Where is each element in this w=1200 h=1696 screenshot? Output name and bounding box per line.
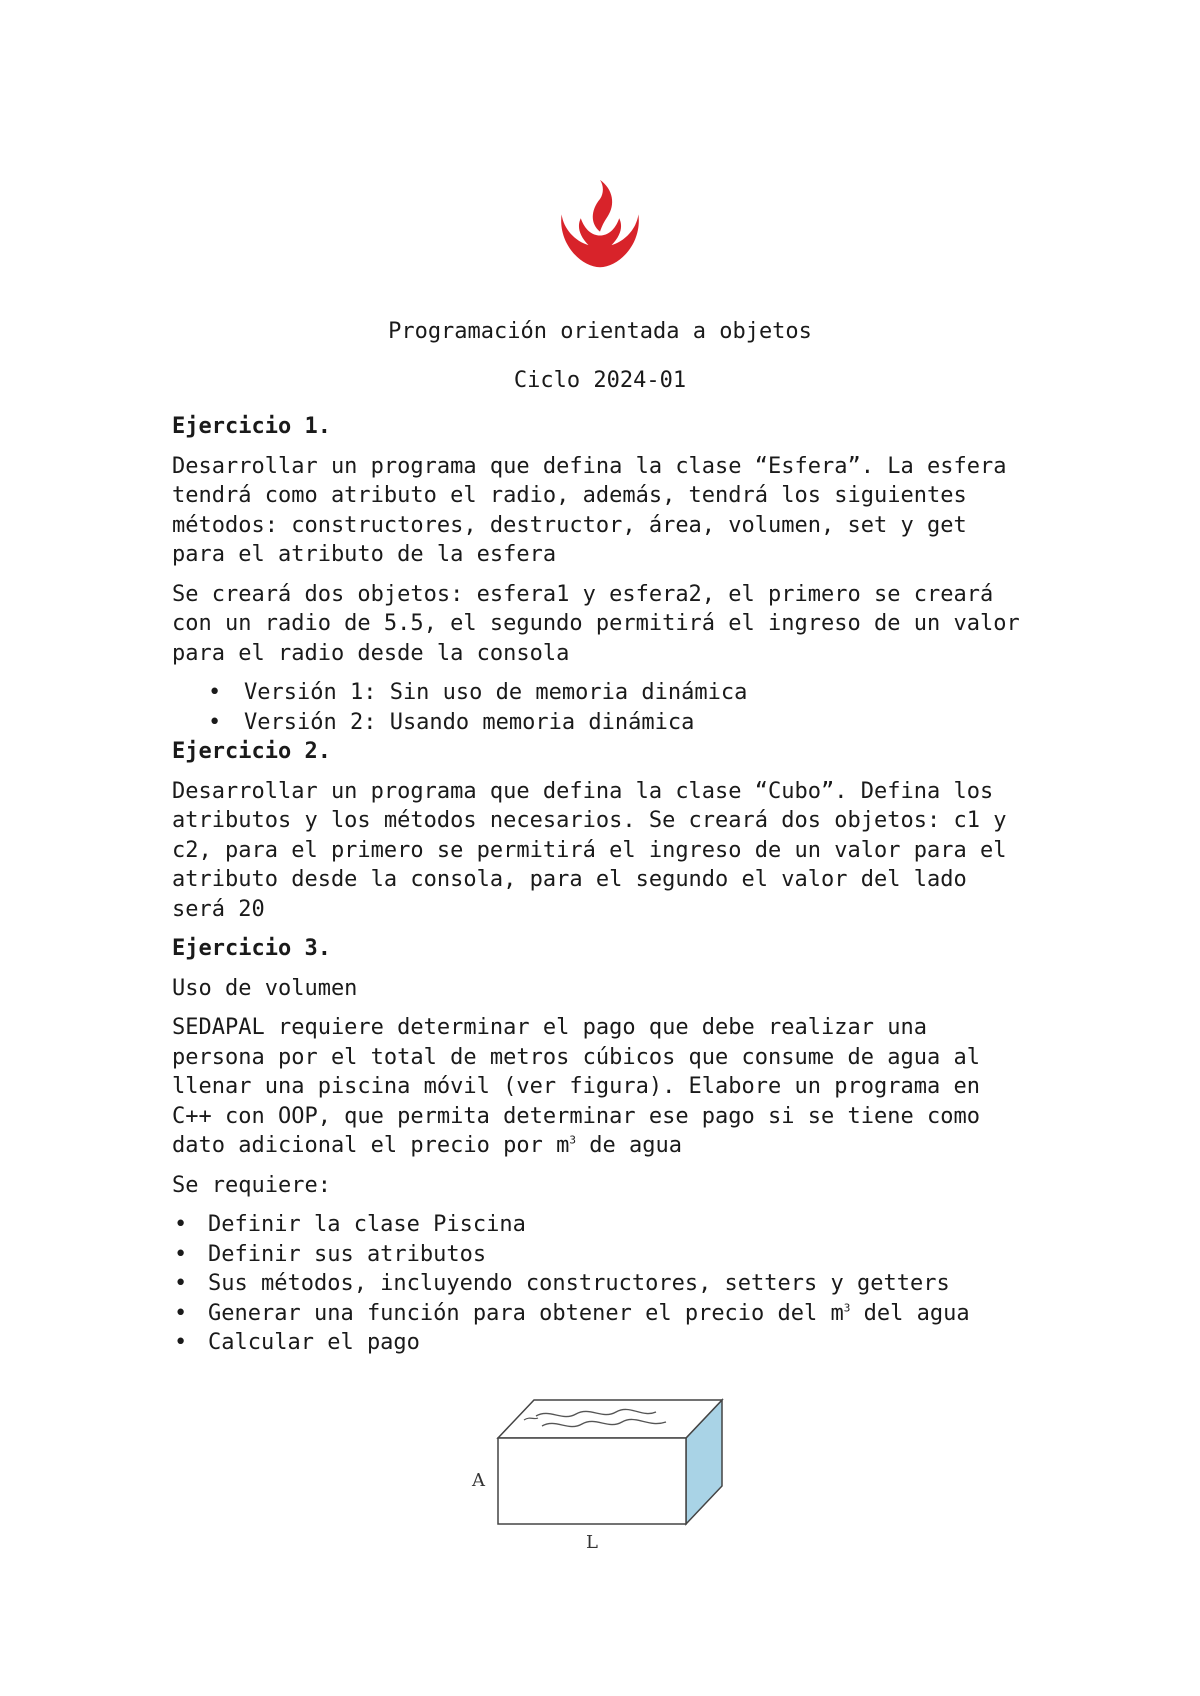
bullet-icon: • <box>174 1300 188 1326</box>
exercise-2-paragraph: Desarrollar un programa que defina la clase “Cubo”. Defina los atributos y los métodos necesarios. Se creará dos objetos: c1 y c2, para el primero se permitirá el ingreso de un valor para el atributo desde la consola, para el segundo el valor del lado será 20 <box>172 778 1007 922</box>
exercise-1-paragraph-2: Se creará dos objetos: esfera1 y esfera2, el primero se creará con un radio de 5.5, el segundo permitirá el ingreso de un valor para el radio desde la consola <box>172 581 1020 666</box>
requirement-3-text: Sus métodos, incluyendo constructores, setters y getters <box>208 1271 950 1296</box>
upc-flame-logo-icon <box>552 176 648 272</box>
bullet-icon: • <box>208 680 222 705</box>
bullet-icon: • <box>174 1271 188 1296</box>
cubic-superscript: 3 <box>569 1133 576 1147</box>
version-2-text: Versión 2: Usando memoria dinámica <box>244 709 695 735</box>
requirement-5-text: Calcular el pago <box>208 1330 420 1355</box>
list-item <box>208 678 1052 708</box>
exercise-3-heading: Ejercicio 3. <box>172 936 331 961</box>
exercise-3-paragraph <box>172 1013 1052 1161</box>
exercise-3-paragraph-text: SEDAPAL requiere determinar el pago que debe realizar una persona por el total de metros cúbicos que consume de agua al llenar una piscina móvil (ver figura). Elabore un programa en C++ con OOP, que permita determinar ese pago si se tiene como dato adicional el precio por m <box>172 1015 980 1158</box>
requirement-4-end: del agua <box>850 1300 970 1326</box>
list-item <box>174 1328 1052 1358</box>
pool-figure <box>460 1390 740 1560</box>
height-label: A <box>472 1470 485 1491</box>
exercise-2-heading: Ejercicio 2. <box>172 739 331 764</box>
exercise-3-subtitle: Uso de volumen <box>172 975 358 1001</box>
bullet-icon: • <box>208 709 222 735</box>
list-item <box>174 1299 1052 1329</box>
cycle-label: Ciclo 2024-01 <box>513 368 687 393</box>
requirements-label: Se requiere: <box>172 1172 331 1198</box>
requirements-list <box>172 1210 1052 1358</box>
exercise-1-heading: Ejercicio 1. <box>172 414 331 439</box>
exercise-1-paragraph-1: Desarrollar un programa que defina la clase “Esfera”. La esfera tendrá como atributo el radio, además, tendrá los siguientes métodos: constructores, destructor, área, volumen, set y get para el atributo de la esfera <box>172 453 1007 567</box>
requirement-1-text: Definir la clase Piscina <box>208 1212 526 1237</box>
bullet-icon: • <box>174 1212 188 1237</box>
list-item <box>174 1269 1052 1299</box>
pool-box-drawing <box>460 1390 740 1560</box>
requirement-2-text: Definir sus atributos <box>208 1241 487 1267</box>
bullet-icon: • <box>174 1241 188 1267</box>
bullet-icon: • <box>174 1330 188 1355</box>
course-title: Programación orientada a objetos <box>388 319 812 344</box>
cubic-superscript: 3 <box>843 1301 851 1315</box>
version-1-text: Versión 1: Sin uso de memoria dinámica <box>244 680 748 705</box>
exercise-3-paragraph-end: de agua <box>575 1133 682 1158</box>
list-item <box>174 1210 1052 1240</box>
list-item <box>208 708 1052 738</box>
exercises-body <box>172 412 1052 1368</box>
length-label: L <box>586 1532 598 1553</box>
exercise-1-versions-list <box>172 678 1052 737</box>
requirement-4-text: Generar una función para obtener el precio del m <box>208 1300 844 1326</box>
list-item <box>174 1240 1052 1270</box>
